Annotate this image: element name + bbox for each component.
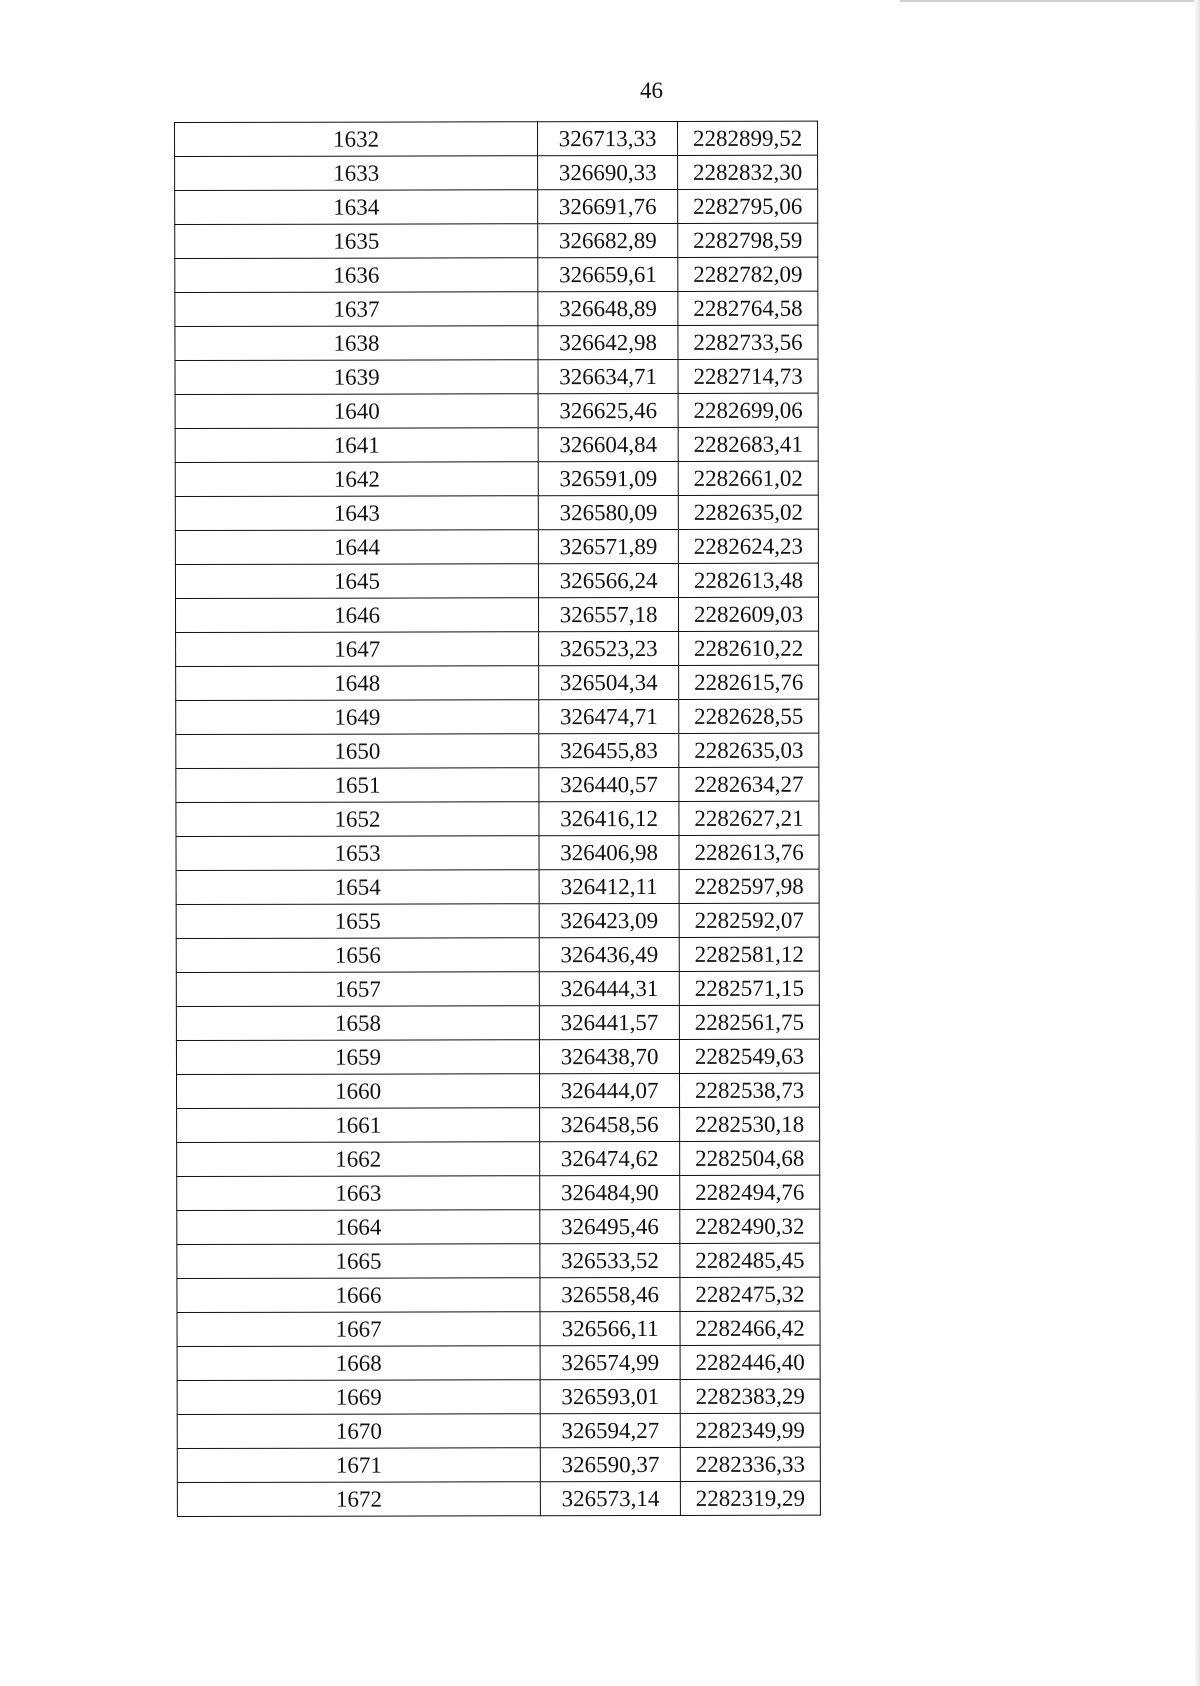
x-coordinate-cell: 326566,11 <box>540 1311 680 1345</box>
table-row <box>176 869 819 904</box>
point-number-cell: 1636 <box>175 258 538 293</box>
point-number-cell: 1633 <box>175 156 538 191</box>
table-row <box>177 1413 820 1448</box>
table-row <box>176 699 819 734</box>
x-coordinate-cell: 326625,46 <box>538 393 678 427</box>
point-number-cell: 1650 <box>176 734 539 769</box>
point-number-cell: 1646 <box>175 598 538 633</box>
y-coordinate-cell: 2282609,03 <box>679 597 819 631</box>
table-row <box>177 1481 820 1516</box>
y-coordinate-cell: 2282549,63 <box>679 1039 819 1073</box>
point-number-cell: 1664 <box>177 1210 540 1245</box>
x-coordinate-cell: 326642,98 <box>538 325 678 359</box>
x-coordinate-cell: 326590,37 <box>540 1447 680 1481</box>
x-coordinate-cell: 326604,84 <box>538 427 678 461</box>
table-row <box>176 1039 819 1074</box>
table-row <box>176 631 819 666</box>
y-coordinate-cell: 2282349,99 <box>680 1413 820 1447</box>
table-row <box>175 597 818 632</box>
point-number-cell: 1651 <box>176 768 539 803</box>
y-coordinate-cell: 2282899,52 <box>678 121 818 155</box>
x-coordinate-cell: 326458,56 <box>540 1107 680 1141</box>
point-number-cell: 1644 <box>175 530 538 565</box>
x-coordinate-cell: 326690,33 <box>538 155 678 189</box>
x-coordinate-cell: 326474,62 <box>540 1141 680 1175</box>
point-number-cell: 1672 <box>177 1482 540 1517</box>
x-coordinate-cell: 326659,61 <box>538 257 678 291</box>
x-coordinate-cell: 326484,90 <box>540 1175 680 1209</box>
table-row <box>175 155 818 190</box>
y-coordinate-cell: 2282571,15 <box>679 971 819 1005</box>
y-coordinate-cell: 2282538,73 <box>680 1073 820 1107</box>
table-row <box>177 1175 820 1210</box>
point-number-cell: 1635 <box>175 224 538 259</box>
point-number-cell: 1663 <box>177 1176 540 1211</box>
x-coordinate-cell: 326691,76 <box>538 189 678 223</box>
y-coordinate-cell: 2282615,76 <box>679 665 819 699</box>
table-row <box>175 461 818 496</box>
x-coordinate-cell: 326591,09 <box>538 461 678 495</box>
x-coordinate-cell: 326441,57 <box>540 1005 680 1039</box>
table-row <box>175 121 818 156</box>
x-coordinate-cell: 326573,14 <box>541 1481 681 1515</box>
point-number-cell: 1637 <box>175 292 538 327</box>
y-coordinate-cell: 2282319,29 <box>680 1481 820 1515</box>
table-row <box>176 1073 819 1108</box>
point-number-cell: 1665 <box>177 1244 540 1279</box>
table-row <box>176 937 819 972</box>
x-coordinate-cell: 326438,70 <box>540 1039 680 1073</box>
table-row <box>175 529 818 564</box>
x-coordinate-cell: 326444,07 <box>540 1073 680 1107</box>
x-coordinate-cell: 326566,24 <box>539 563 679 597</box>
table-row <box>177 1107 820 1142</box>
x-coordinate-cell: 326455,83 <box>539 733 679 767</box>
point-number-cell: 1652 <box>176 802 539 837</box>
point-number-cell: 1668 <box>177 1346 540 1381</box>
x-coordinate-cell: 326574,99 <box>540 1345 680 1379</box>
table-row <box>175 189 818 224</box>
x-coordinate-cell: 326580,09 <box>538 495 678 529</box>
x-coordinate-cell: 326523,23 <box>539 631 679 665</box>
point-number-cell: 1654 <box>176 870 539 905</box>
point-number-cell: 1648 <box>176 666 539 701</box>
x-coordinate-cell: 326423,09 <box>539 903 679 937</box>
table-row <box>176 801 819 836</box>
point-number-cell: 1659 <box>176 1040 539 1075</box>
table-row <box>177 1311 820 1346</box>
table-row <box>175 393 818 428</box>
point-number-cell: 1661 <box>177 1108 540 1143</box>
y-coordinate-cell: 2282597,98 <box>679 869 819 903</box>
table-row <box>175 325 818 360</box>
point-number-cell: 1634 <box>175 190 538 225</box>
x-coordinate-cell: 326412,11 <box>539 869 679 903</box>
x-coordinate-cell: 326634,71 <box>538 359 678 393</box>
coordinates-table <box>174 121 821 1517</box>
point-number-cell: 1640 <box>175 394 538 429</box>
table-row <box>177 1243 820 1278</box>
table-row <box>177 1209 820 1244</box>
point-number-cell: 1660 <box>176 1074 539 1109</box>
point-number-cell: 1657 <box>176 972 539 1007</box>
table-row <box>176 733 819 768</box>
y-coordinate-cell: 2282661,02 <box>678 461 818 495</box>
point-number-cell: 1669 <box>177 1380 540 1415</box>
y-coordinate-cell: 2282733,56 <box>678 325 818 359</box>
y-coordinate-cell: 2282699,06 <box>678 393 818 427</box>
y-coordinate-cell: 2282336,33 <box>680 1447 820 1481</box>
x-coordinate-cell: 326436,49 <box>539 937 679 971</box>
y-coordinate-cell: 2282561,75 <box>679 1005 819 1039</box>
x-coordinate-cell: 326416,12 <box>539 801 679 835</box>
y-coordinate-cell: 2282613,76 <box>679 835 819 869</box>
y-coordinate-cell: 2282635,02 <box>678 495 818 529</box>
point-number-cell: 1671 <box>177 1448 540 1483</box>
x-coordinate-cell: 326557,18 <box>539 597 679 631</box>
x-coordinate-cell: 326648,89 <box>538 291 678 325</box>
table-row <box>175 223 818 258</box>
table-row <box>177 1447 820 1482</box>
point-number-cell: 1642 <box>175 462 538 497</box>
x-coordinate-cell: 326571,89 <box>539 529 679 563</box>
y-coordinate-cell: 2282475,32 <box>680 1277 820 1311</box>
y-coordinate-cell: 2282634,27 <box>679 767 819 801</box>
table-row <box>175 257 818 292</box>
table-row <box>176 903 819 938</box>
table-row <box>176 767 819 802</box>
y-coordinate-cell: 2282627,21 <box>679 801 819 835</box>
x-coordinate-cell: 326682,89 <box>538 223 678 257</box>
table-row <box>177 1345 820 1380</box>
point-number-cell: 1647 <box>176 632 539 667</box>
table-row <box>177 1379 820 1414</box>
x-coordinate-cell: 326594,27 <box>540 1413 680 1447</box>
point-number-cell: 1632 <box>175 122 538 157</box>
y-coordinate-cell: 2282782,09 <box>678 257 818 291</box>
y-coordinate-cell: 2282383,29 <box>680 1379 820 1413</box>
table-row <box>175 291 818 326</box>
y-coordinate-cell: 2282504,68 <box>680 1141 820 1175</box>
point-number-cell: 1639 <box>175 360 538 395</box>
y-coordinate-cell: 2282795,06 <box>678 189 818 223</box>
point-number-cell: 1666 <box>177 1278 540 1313</box>
scan-top-edge <box>900 0 1200 2</box>
x-coordinate-cell: 326533,52 <box>540 1243 680 1277</box>
x-coordinate-cell: 326444,31 <box>539 971 679 1005</box>
table-row <box>175 495 818 530</box>
scan-right-edge <box>1194 0 1200 1686</box>
x-coordinate-cell: 326504,34 <box>539 665 679 699</box>
y-coordinate-cell: 2282446,40 <box>680 1345 820 1379</box>
y-coordinate-cell: 2282610,22 <box>679 631 819 665</box>
y-coordinate-cell: 2282613,48 <box>678 563 818 597</box>
point-number-cell: 1643 <box>175 496 538 531</box>
x-coordinate-cell: 326713,33 <box>538 121 678 155</box>
point-number-cell: 1670 <box>177 1414 540 1449</box>
table-row <box>177 1277 820 1312</box>
page-number: 46 <box>640 78 663 103</box>
x-coordinate-cell: 326406,98 <box>539 835 679 869</box>
table-row <box>177 1141 820 1176</box>
point-number-cell: 1653 <box>176 836 539 871</box>
point-number-cell: 1641 <box>175 428 538 463</box>
x-coordinate-cell: 326495,46 <box>540 1209 680 1243</box>
point-number-cell: 1655 <box>176 904 539 939</box>
point-number-cell: 1658 <box>176 1006 539 1041</box>
x-coordinate-cell: 326558,46 <box>540 1277 680 1311</box>
table-row <box>175 427 818 462</box>
y-coordinate-cell: 2282683,41 <box>678 427 818 461</box>
y-coordinate-cell: 2282466,42 <box>680 1311 820 1345</box>
y-coordinate-cell: 2282832,30 <box>678 155 818 189</box>
y-coordinate-cell: 2282635,03 <box>679 733 819 767</box>
point-number-cell: 1667 <box>177 1312 540 1347</box>
coordinates-table-body <box>175 121 821 1516</box>
y-coordinate-cell: 2282494,76 <box>680 1175 820 1209</box>
table-row <box>176 835 819 870</box>
table-row <box>176 665 819 700</box>
y-coordinate-cell: 2282628,55 <box>679 699 819 733</box>
point-number-cell: 1649 <box>176 700 539 735</box>
y-coordinate-cell: 2282714,73 <box>678 359 818 393</box>
y-coordinate-cell: 2282490,32 <box>680 1209 820 1243</box>
y-coordinate-cell: 2282798,59 <box>678 223 818 257</box>
y-coordinate-cell: 2282581,12 <box>679 937 819 971</box>
table-row <box>175 359 818 394</box>
point-number-cell: 1662 <box>177 1142 540 1177</box>
y-coordinate-cell: 2282592,07 <box>679 903 819 937</box>
y-coordinate-cell: 2282485,45 <box>680 1243 820 1277</box>
point-number-cell: 1645 <box>175 564 538 599</box>
y-coordinate-cell: 2282764,58 <box>678 291 818 325</box>
point-number-cell: 1638 <box>175 326 538 361</box>
table-row <box>176 971 819 1006</box>
table-row <box>176 1005 819 1040</box>
y-coordinate-cell: 2282530,18 <box>680 1107 820 1141</box>
x-coordinate-cell: 326440,57 <box>539 767 679 801</box>
point-number-cell: 1656 <box>176 938 539 973</box>
y-coordinate-cell: 2282624,23 <box>678 529 818 563</box>
x-coordinate-cell: 326593,01 <box>540 1379 680 1413</box>
table-row <box>175 563 818 598</box>
x-coordinate-cell: 326474,71 <box>539 699 679 733</box>
